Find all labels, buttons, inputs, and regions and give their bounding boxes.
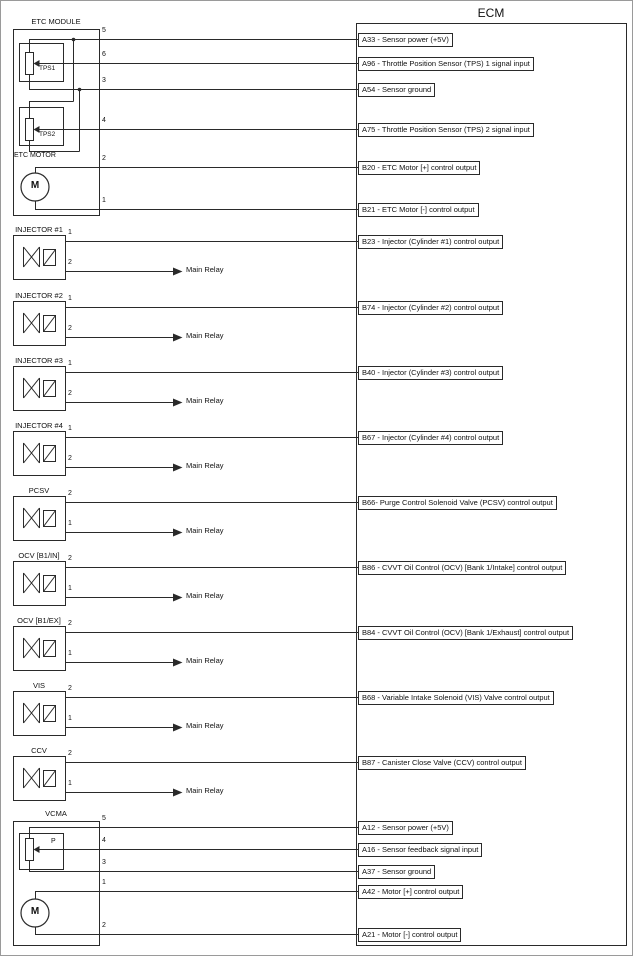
pin-number: 3: [102, 77, 106, 84]
vcma-symbol: [14, 822, 360, 946]
ecm-pin-b67: B67 - Injector (Cylinder #4) control output: [358, 431, 503, 445]
ecm-pin-a12: A12 - Sensor power (+5V): [358, 821, 453, 835]
etc-module-symbol: [14, 30, 360, 216]
ecm-pin-a96: A96 - Throttle Position Sensor (TPS) 1 signal input: [358, 57, 534, 71]
pin-number: 2: [68, 325, 72, 332]
ecm-pin-b84: B84 - CVVT Oil Control (OCV) [Bank 1/Exhaust] control output: [358, 626, 573, 640]
ecm-pin-a21: A21 - Motor [-] control output: [358, 928, 461, 942]
main-relay-label: Main Relay: [186, 461, 224, 470]
solenoid-symbols: [14, 236, 360, 801]
pin-number: 2: [68, 750, 72, 757]
component-label-ccv: CCV: [31, 746, 47, 755]
pin-number: 1: [68, 295, 72, 302]
ecm-pin-b87: B87 - Canister Close Valve (CCV) control output: [358, 756, 526, 770]
ecm-pin-b74: B74 - Injector (Cylinder #2) control output: [358, 301, 503, 315]
pin-number: 6: [102, 51, 106, 58]
pin-number: 5: [102, 27, 106, 34]
tps1-label: TPS1: [39, 65, 56, 72]
ecm-pin-b23: B23 - Injector (Cylinder #1) control output: [358, 235, 503, 249]
vcma-sensor-letter: P: [51, 838, 56, 845]
ecm-pin-a42: A42 - Motor [+] control output: [358, 885, 463, 899]
pin-number: 5: [102, 815, 106, 822]
main-relay-label: Main Relay: [186, 656, 224, 665]
component-label-ocv-b1-ex: OCV [B1/EX]: [17, 616, 61, 625]
component-label-injector-4: INJECTOR #4: [15, 421, 63, 430]
etc-motor-symbol-letter: M: [30, 180, 40, 191]
pin-number: 1: [68, 229, 72, 236]
pin-number: 1: [102, 879, 106, 886]
pin-number: 1: [68, 650, 72, 657]
ecm-pin-a33: A33 - Sensor power (+5V): [358, 33, 453, 47]
vcma-motor-symbol-letter: M: [30, 906, 40, 917]
component-label-vcma: VCMA: [45, 809, 67, 818]
main-relay-label: Main Relay: [186, 591, 224, 600]
pin-number: 2: [68, 555, 72, 562]
component-label-ocv-b1-in: OCV [B1/IN]: [18, 551, 60, 560]
component-label-injector-1: INJECTOR #1: [15, 225, 63, 234]
pin-number: 2: [68, 685, 72, 692]
ecm-title: ECM: [477, 6, 505, 20]
pin-number: 2: [68, 455, 72, 462]
pin-number: 1: [68, 360, 72, 367]
pin-number: 1: [68, 425, 72, 432]
ecm-pin-b40: B40 - Injector (Cylinder #3) control output: [358, 366, 503, 380]
main-relay-label: Main Relay: [186, 331, 224, 340]
component-label-etc-module: ETC MODULE: [31, 17, 81, 26]
main-relay-label: Main Relay: [186, 396, 224, 405]
component-label-pcsv: PCSV: [28, 486, 50, 495]
tps2-label: TPS2: [39, 131, 56, 138]
pin-number: 3: [102, 859, 106, 866]
ecm-pin-b21: B21 - ETC Motor [-] control output: [358, 203, 479, 217]
component-label-injector-3: INJECTOR #3: [15, 356, 63, 365]
pin-number: 1: [68, 780, 72, 787]
etc-motor-label: ETC MOTOR: [14, 152, 56, 159]
ecm-pin-a37: A37 - Sensor ground: [358, 865, 435, 879]
main-relay-label: Main Relay: [186, 786, 224, 795]
ecm-pin-a16: A16 - Sensor feedback signal input: [358, 843, 482, 857]
main-relay-label: Main Relay: [186, 265, 224, 274]
ecm-pin-b20: B20 - ETC Motor [+] control output: [358, 161, 480, 175]
ecm-pin-b86: B86 - CVVT Oil Control (OCV) [Bank 1/Intake] control output: [358, 561, 566, 575]
main-relay-label: Main Relay: [186, 721, 224, 730]
pin-number: 1: [68, 715, 72, 722]
pin-number: 1: [68, 520, 72, 527]
pin-number: 2: [102, 922, 106, 929]
ecm-pin-b66: B66- Purge Control Solenoid Valve (PCSV) control output: [358, 496, 557, 510]
pin-number: 1: [68, 585, 72, 592]
pin-number: 2: [102, 155, 106, 162]
pin-number: 1: [102, 197, 106, 204]
pin-number: 2: [68, 259, 72, 266]
ecm-pin-b68: B68 - Variable Intake Solenoid (VIS) Valve control output: [358, 691, 554, 705]
ecm-pin-a75: A75 - Throttle Position Sensor (TPS) 2 signal input: [358, 123, 534, 137]
component-label-injector-2: INJECTOR #2: [15, 291, 63, 300]
ecm-pin-a54: A54 - Sensor ground: [358, 83, 435, 97]
pin-number: 2: [68, 620, 72, 627]
main-relay-label: Main Relay: [186, 526, 224, 535]
pin-number: 4: [102, 837, 106, 844]
component-label-vis: VIS: [32, 681, 46, 690]
pin-number: 4: [102, 117, 106, 124]
pin-number: 2: [68, 390, 72, 397]
pin-number: 2: [68, 490, 72, 497]
